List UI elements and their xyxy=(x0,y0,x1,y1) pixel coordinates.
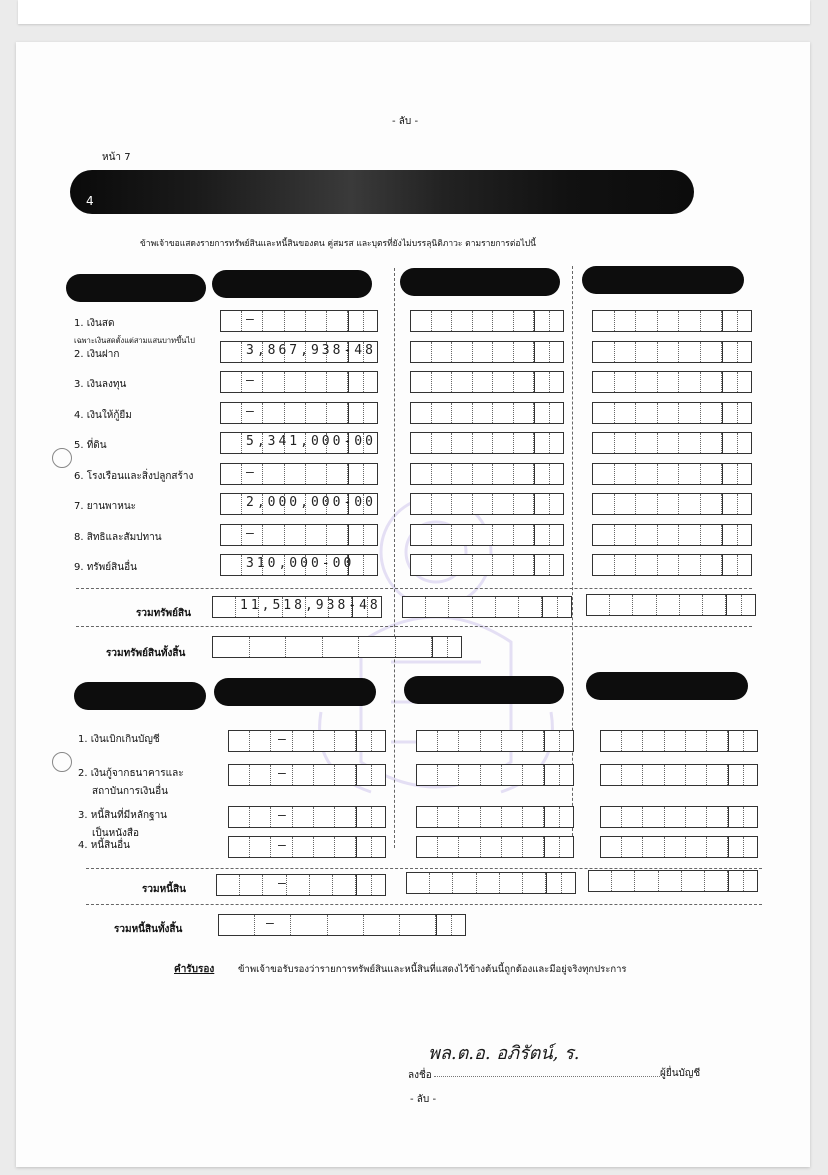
role-label: ผู้ยื่นบัญชี xyxy=(660,1068,701,1079)
asset-item-label: 8. สิทธิและสัมปทาน xyxy=(74,531,162,543)
asset-children-cells xyxy=(592,402,752,424)
section-header-bar xyxy=(70,170,694,214)
page-number: หน้า 7 xyxy=(102,152,131,163)
asset-spouse-cells xyxy=(410,341,564,363)
liability-spouse-cells xyxy=(416,836,574,858)
asset-item-label: 2. เงินฝาก xyxy=(74,348,120,360)
asset-total-value: 11,518,938-48 xyxy=(240,598,381,613)
liability-owner-value: — xyxy=(278,838,289,853)
asset-owner-value: — xyxy=(246,373,257,388)
liability-item-label-continued: สถาบันการเงินอื่น xyxy=(92,786,168,797)
asset-item-label: 4. เงินให้กู้ยืม xyxy=(74,409,132,421)
column-divider-2 xyxy=(572,266,573,846)
sign-label: ลงชื่อ xyxy=(408,1070,432,1081)
liability-grand-total-value: — xyxy=(266,916,277,931)
asset-children-cells xyxy=(592,524,752,546)
liability-item-label-continued: เป็นหนังสือ xyxy=(92,828,140,839)
liability-spouse-cells xyxy=(416,764,574,786)
redacted-header-owner xyxy=(214,678,376,706)
asset-children-cells xyxy=(592,432,752,454)
liability-total-spouse-cells xyxy=(406,872,576,894)
asset-owner-value: — xyxy=(246,403,257,419)
divider-line xyxy=(76,588,752,589)
asset-spouse-cells xyxy=(410,524,564,546)
divider-line xyxy=(86,868,762,869)
asset-item-label: 9. ทรัพย์สินอื่น xyxy=(74,562,137,573)
asset-total-children-cells xyxy=(586,594,756,616)
asset-spouse-cells xyxy=(410,371,564,393)
liability-owner-cells xyxy=(228,836,386,858)
asset-spouse-cells xyxy=(410,554,564,576)
liability-grand-total-label: รวมหนี้สินทั้งสิ้น xyxy=(114,924,183,935)
asset-total-label: รวมทรัพย์สิน xyxy=(136,608,191,619)
liability-total-label: รวมหนี้สิน xyxy=(142,884,186,895)
cash-note: เฉพาะเงินสดตั้งแต่สามแสนบาทขึ้นไป xyxy=(74,336,195,345)
liability-owner-value: — xyxy=(278,766,289,781)
redacted-header-spouse xyxy=(404,676,564,704)
asset-owner-value: 2,000,000-00 xyxy=(246,495,376,510)
asset-total-spouse-cells xyxy=(402,596,572,618)
liability-children-cells xyxy=(600,836,758,858)
liability-total-owner-cells xyxy=(216,874,386,896)
asset-children-cells xyxy=(592,554,752,576)
liability-item-label: 1. เงินเบิกเกินบัญชี xyxy=(78,734,160,745)
punch-hole xyxy=(52,448,72,468)
asset-grand-total-cells xyxy=(212,636,462,658)
asset-owner-value: 3,867,938-48 xyxy=(246,342,376,358)
liability-item-label: 3. หนี้สินที่มีหลักฐาน xyxy=(78,810,168,821)
asset-grand-total-label: รวมทรัพย์สินทั้งสิ้น xyxy=(106,648,186,659)
asset-children-cells xyxy=(592,493,752,515)
redacted-header-label xyxy=(66,274,206,302)
certification-text: ข้าพเจ้าขอรับรองว่ารายการทรัพย์สินและหนี้สินที่แสดงไว้ข้างต้นนี้ถูกต้องและมีอยู่จริงทุกประการ xyxy=(238,964,627,975)
redacted-header-spouse xyxy=(400,268,560,296)
divider-line xyxy=(86,904,762,905)
handwritten-signature: พล.ต.อ. อภิรัตน์, ร. xyxy=(428,1043,580,1064)
asset-owner-cells xyxy=(220,524,378,546)
asset-item-label: 5. ที่ดิน xyxy=(74,440,107,451)
secret-mark-top: - ลับ - xyxy=(392,116,419,127)
asset-owner-value: 310,000-00 xyxy=(246,556,355,571)
secret-mark-bottom: - ลับ - xyxy=(410,1094,437,1105)
previous-page-edge xyxy=(18,0,810,24)
asset-children-cells xyxy=(592,463,752,485)
redacted-header-children xyxy=(586,672,748,700)
asset-children-cells xyxy=(592,310,752,332)
liability-children-cells xyxy=(600,730,758,752)
liability-owner-value: — xyxy=(278,808,289,823)
certification-heading: คำรับรอง xyxy=(174,964,215,975)
liability-item-label: 2. เงินกู้จากธนาคารและ xyxy=(78,768,184,779)
liability-total-children-cells xyxy=(588,870,758,892)
liability-spouse-cells xyxy=(416,806,574,828)
liability-children-cells xyxy=(600,806,758,828)
asset-children-cells xyxy=(592,341,752,363)
asset-owner-cells xyxy=(220,371,378,393)
asset-spouse-cells xyxy=(410,493,564,515)
asset-children-cells xyxy=(592,371,752,393)
asset-spouse-cells xyxy=(410,402,564,424)
statement-text: ข้าพเจ้าขอแสดงรายการทรัพย์สินและหนี้สินของตน คู่สมรส และบุตรที่ยังไม่บรรลุนิติภาวะ ตามรายการต่อไปนี้ xyxy=(140,239,536,249)
asset-owner-cells xyxy=(220,402,378,424)
asset-owner-cells xyxy=(220,310,378,332)
liability-owner-cells xyxy=(228,806,386,828)
asset-owner-value: — xyxy=(246,525,257,541)
asset-spouse-cells xyxy=(410,463,564,485)
liability-grand-total-cells xyxy=(218,914,466,936)
column-divider-1 xyxy=(394,268,395,848)
liability-owner-value: — xyxy=(278,732,289,747)
signature-line xyxy=(434,1076,660,1077)
punch-hole xyxy=(52,752,72,772)
document-page xyxy=(16,42,810,1167)
liability-spouse-cells xyxy=(416,730,574,752)
asset-item-label: 1. เงินสด xyxy=(74,318,115,329)
asset-owner-cells xyxy=(220,463,378,485)
redacted-header-label xyxy=(74,682,206,710)
liability-item-label: 4. หนี้สินอื่น xyxy=(78,840,130,851)
liability-total-value: — xyxy=(278,876,289,891)
asset-owner-value: — xyxy=(246,312,257,327)
liability-owner-cells xyxy=(228,764,386,786)
section-number: 4 xyxy=(86,194,94,208)
asset-spouse-cells xyxy=(410,432,564,454)
liability-owner-cells xyxy=(228,730,386,752)
asset-item-label: 3. เงินลงทุน xyxy=(74,379,127,390)
asset-spouse-cells xyxy=(410,310,564,332)
asset-owner-value: — xyxy=(246,464,257,480)
liability-children-cells xyxy=(600,764,758,786)
asset-owner-value: 5,341,000-00 xyxy=(246,434,376,449)
asset-item-label: 6. โรงเรือนและสิ่งปลูกสร้าง xyxy=(74,470,194,482)
redacted-header-children xyxy=(582,266,744,294)
redacted-header-owner xyxy=(212,270,372,298)
divider-line xyxy=(76,626,752,627)
asset-item-label: 7. ยานพาหนะ xyxy=(74,501,137,512)
